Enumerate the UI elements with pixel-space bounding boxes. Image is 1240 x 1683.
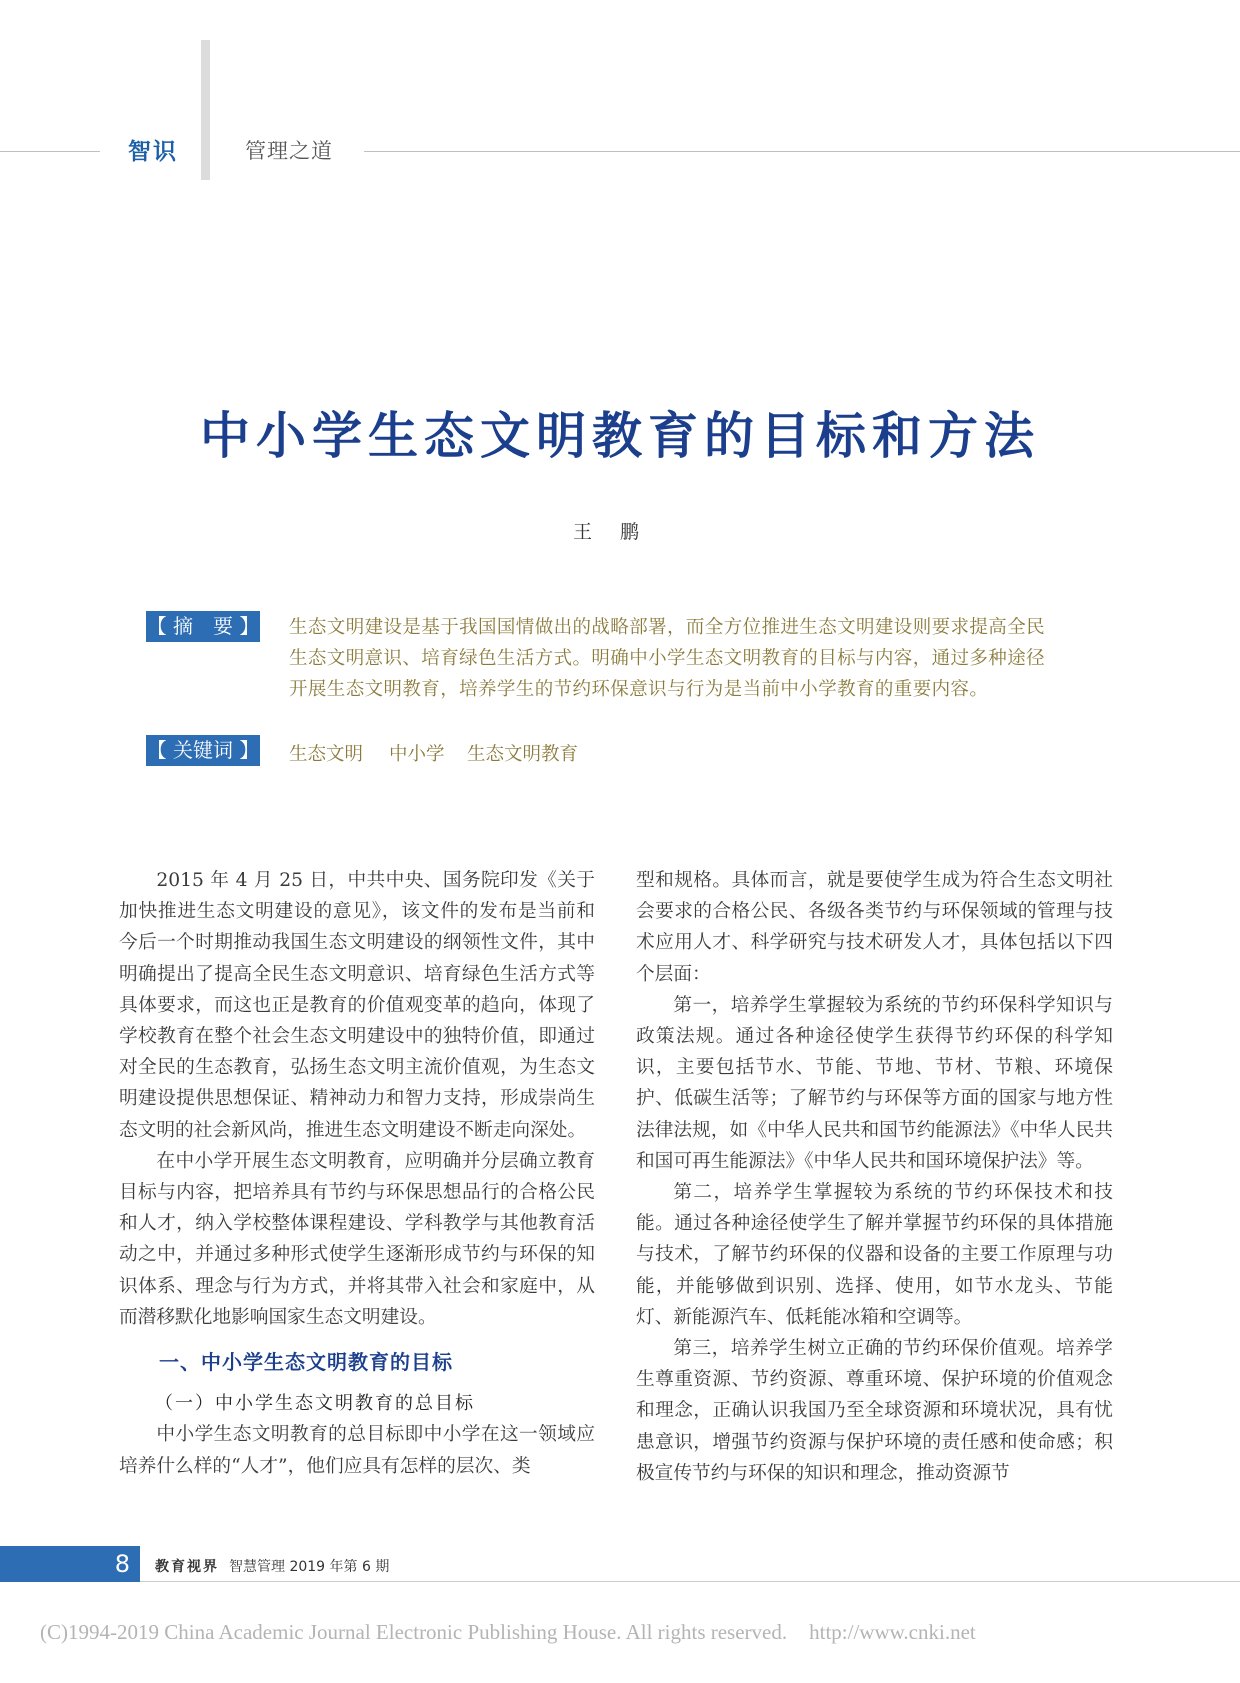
body-right-column — [636, 865, 1113, 1489]
keyword: 生态文明 — [289, 744, 364, 765]
body-paragraph: 2015 年 4 月 25 日，中共中央、国务院印发《关于加快推进生态文明建设的意见》，该文件的发布是当前和今后一个时期推动我国生态文明建设的纲领性文件，其中明确提出了提高全民生态文明意识、培育绿色生活方式等具体要求，而这也正是教育的价值观变革的趋向，体现了学校教育在整个社会生态文明建设中的独特价值，即通过对全民的生态教育，弘扬生态文明主流价值观，为生态文明建设提供思想保证、精神动力和智力支持，形成崇尚生态文明的社会新风尚，推进生态文明建设不断走向深处。 — [119, 870, 595, 1141]
section-tag: 智识 — [128, 139, 178, 165]
header-vertical-bar — [201, 40, 210, 180]
article-title: 中小学生态文明教育的目标和方法 — [200, 406, 1040, 465]
section-heading: 一、中小学生态文明教育的目标 — [159, 1350, 453, 1375]
copyright-notice — [40, 1620, 976, 1645]
body-paragraph: 在中小学开展生态文明教育，应明确并分层确立教育目标与内容，把培养具有节约与环保思想品行的合格公民和人才，纳入学校整体课程建设、学科教学与其他教育活动之中，并通过多种形式使学生逐渐形成节约与环保的知识体系、理念与行为方式，并将其带入社会和家庭中，从而潜移默化地影响国家生态文明建设。 — [119, 1150, 595, 1328]
page-number: 8 — [0, 1546, 140, 1582]
journal-brand: 教育视界 — [155, 1559, 219, 1575]
header-rule-left — [0, 151, 100, 152]
abstract-text — [289, 612, 1129, 705]
footer-rule — [140, 1581, 1240, 1582]
abstract-line: 生态文明建设是基于我国国情做出的战略部署，而全方位推进生态文明建设则要求提高全民 — [289, 617, 1046, 638]
body-paragraph: 中小学生态文明教育的总目标即中小学在这一领域应培养什么样的“人才”，他们应具有怎样的层次、类 — [119, 1424, 595, 1477]
body-paragraph: 第三，培养学生树立正确的节约环保价值观。培养学生尊重资源、节约资源、尊重环境、保护环境的价值观念和理念，正确认识我国乃至全球资源和环境状况，具有忧患意识，增强节约资源与保护环境的责任感和使命感；积极宣传节约与环保的知识和理念，推动资源节 — [636, 1338, 1113, 1484]
abstract-line: 生态文明意识、培育绿色生活方式。明确中小学生态文明教育的目标与内容，通过多种途径 — [289, 648, 1046, 669]
body-paragraph: 型和规格。具体而言，就是要使学生成为符合生态文明社会要求的合格公民、各级各类节约与环保领域的管理与技术应用人才、科学研究与技术研发人才，具体包括以下四个层面： — [636, 870, 1113, 985]
journal-info — [155, 1556, 389, 1576]
copyright-text: (C)1994-2019 China Academic Journal Electronic Publishing House. All rights reserved. — [40, 1620, 788, 1644]
body-paragraph: 第二，培养学生掌握较为系统的节约环保技术和技能。通过各种途径使学生了解并掌握节约环保的具体措施与技术，了解节约环保的仪器和设备的主要工作原理与功能，并能够做到识别、选择、使用，如节水龙头、节能灯、新能源汽车、低耗能冰箱和空调等。 — [636, 1182, 1113, 1328]
abstract-line: 开展生态文明教育，培养学生的节约环保意识与行为是当前中小学教育的重要内容。 — [289, 679, 989, 700]
section-name: 管理之道 — [245, 139, 333, 163]
body-paragraph: 第一，培养学生掌握较为系统的节约环保科学知识与政策法规。通过各种途径使学生获得节约环保的科学知识，主要包括节水、节能、节地、节材、节粮、环境保护、低碳生活等；了解节约与环保等方面的国家与地方性法律法规，如《中华人民共和国节约能源法》《中华人民共和国可再生能源法》《中华人民共和国环境保护法》等。 — [636, 994, 1113, 1172]
abstract-label: 【 摘 要 】 — [146, 611, 260, 642]
keyword: 中小学 — [389, 744, 445, 765]
keywords-label: 【 关键词 】 — [146, 735, 260, 766]
header-rule-right — [364, 151, 1240, 152]
keyword: 生态文明教育 — [467, 744, 579, 765]
subsection-heading: （一）中小学生态文明教育的总目标 — [155, 1393, 475, 1415]
journal-issue: 智慧管理 2019 年第 6 期 — [229, 1559, 390, 1575]
body-left-column — [119, 865, 595, 1482]
copyright-url: http://www.cnki.net — [809, 1620, 976, 1644]
article-author: 王鹏 — [572, 521, 667, 543]
